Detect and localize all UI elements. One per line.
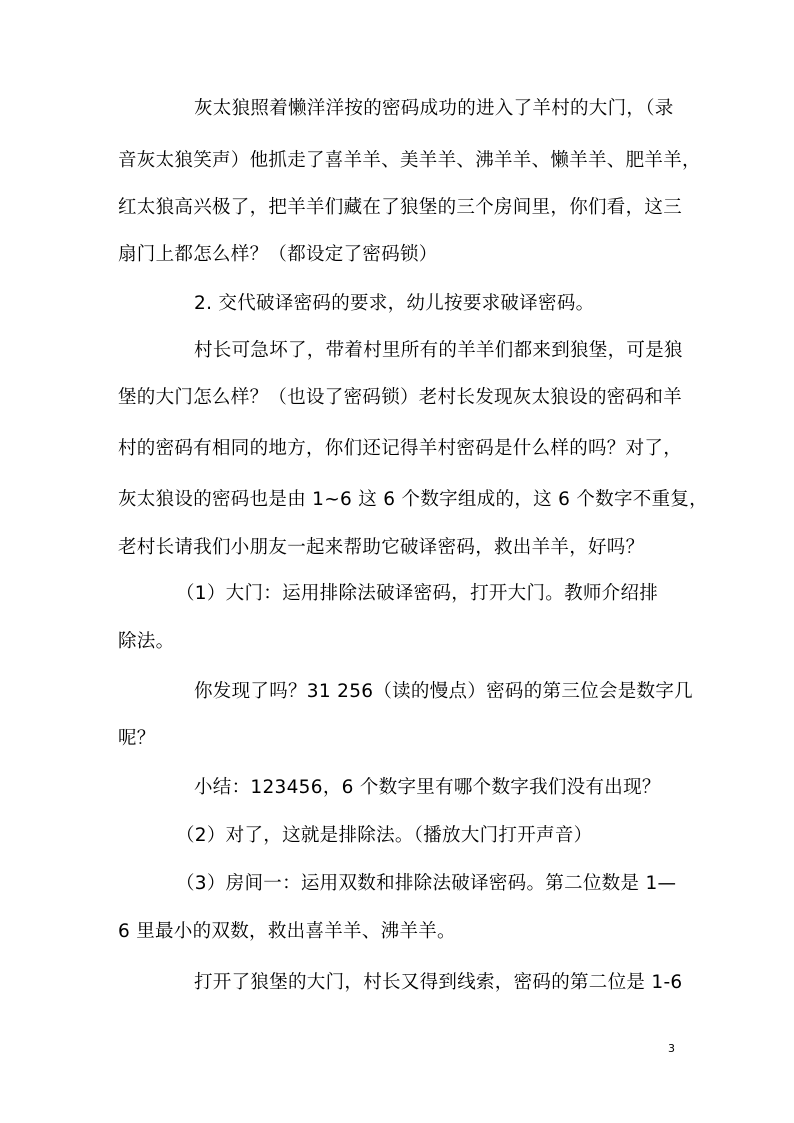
paragraph-line: 村长可急坏了，带着村里所有的羊羊们都来到狼堡，可是狼 [194,340,683,361]
paragraph-line: 打开了狼堡的大门，村长又得到线索，密码的第二位是 1-6 [194,972,683,993]
paragraph-line: 扇门上都怎么样？（都设定了密码锁） [118,244,438,265]
paragraph-line: 2. 交代破译密码的要求，幼儿按要求破译密码。 [194,293,595,314]
paragraph-line: （3）房间一：运用双数和排除法破译密码。第二位数是 1— [176,873,677,894]
paragraph-line: （1）大门：运用排除法破译密码，打开大门。教师介绍排 [176,583,659,604]
paragraph-line: 老村长请我们小朋友一起来帮助它破译密码，救出羊羊，好吗？ [118,537,645,558]
paragraph-line: 灰太狼照着懒洋洋按的密码成功的进入了羊村的大门，（录 [194,98,674,119]
paragraph-line: 村的密码有相同的地方，你们还记得羊村密码是什么样的吗？对了， [118,438,683,459]
paragraph-line: 堡的大门怎么样？（也设了密码锁）老村长发现灰太狼设的密码和羊 [118,387,683,408]
page-number: 3 [668,1042,675,1055]
paragraph-line: 小结：123456，6 个数字里有哪个数字我们没有出现？ [194,777,661,798]
paragraph-line: 你发现了吗？31 256（读的慢点）密码的第三位会是数字几 [194,681,693,702]
paragraph-line: 呢？ [118,728,156,749]
paragraph-line: （2）对了，这就是排除法。（播放大门打开声音） [176,825,593,846]
paragraph-line: 6 里最小的双数，救出喜羊羊、沸羊羊。 [118,921,456,942]
paragraph-line: 除法。 [118,631,175,652]
paragraph-line: 音灰太狼笑声）他抓走了喜羊羊、美羊羊、沸羊羊、懒羊羊、肥羊羊， [118,150,701,171]
paragraph-line: 灰太狼设的密码也是由 1~6 这 6 个数字组成的，这 6 个数字不重复， [118,489,708,510]
paragraph-line: 红太狼高兴极了，把羊羊们藏在了狼堡的三个房间里，你们看，这三 [118,197,683,218]
